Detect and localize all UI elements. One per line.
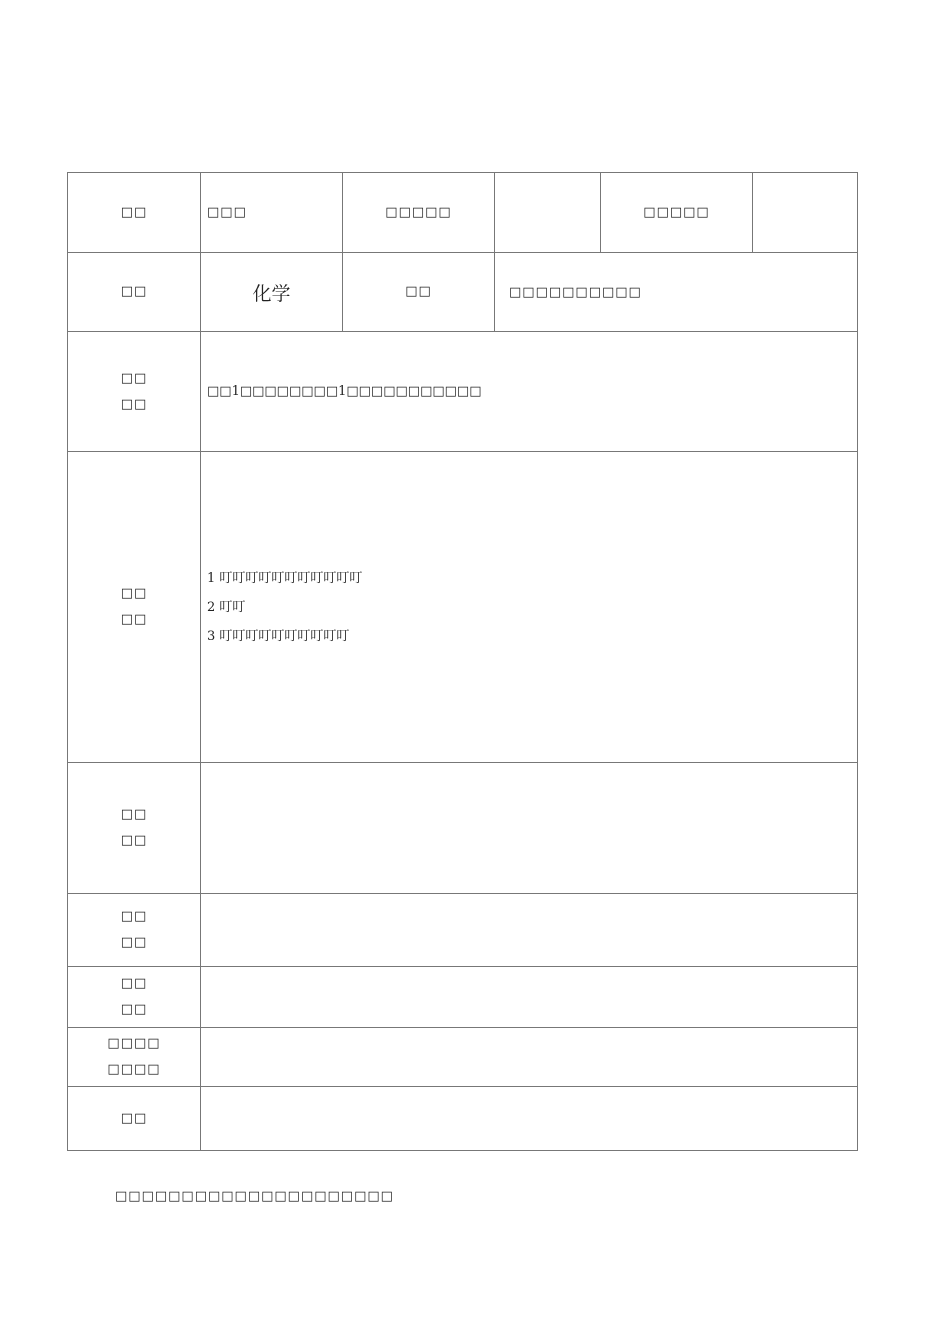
goal-item: 1 叮叮叮叮叮叮叮叮叮叮叮 xyxy=(207,570,363,586)
row9-text xyxy=(201,1087,858,1151)
header-row-1 xyxy=(68,173,858,253)
row9-label: □□ xyxy=(68,1087,201,1151)
value-b xyxy=(495,173,601,253)
row8-text xyxy=(201,1028,858,1087)
footer-note: □□□□□□□□□□□□□□□□□□□□□ xyxy=(115,1189,394,1204)
row5-text xyxy=(201,763,858,894)
label-c: □□□□□ xyxy=(601,173,753,253)
goals-row xyxy=(68,452,858,763)
row6-label: □□ □□ xyxy=(68,894,201,967)
topic-value: □□□□□□□□□□ xyxy=(495,253,858,332)
content-text: □□1□□□□□□□□1□□□□□□□□□□□ xyxy=(201,332,858,452)
row8-label: □□□□ □□□□ xyxy=(68,1028,201,1087)
label-a: □□ xyxy=(68,173,201,253)
goals-label: □□ □□ xyxy=(68,452,201,763)
goal-item: 3 叮叮叮叮叮叮叮叮叮叮 xyxy=(207,628,350,644)
value-a: □□□ xyxy=(201,173,343,253)
topic-label: □□ xyxy=(343,253,495,332)
value-c xyxy=(753,173,858,253)
section-row-5 xyxy=(68,763,858,894)
row7-label: □□ □□ xyxy=(68,967,201,1028)
section-row-6 xyxy=(68,894,858,967)
lesson-plan-table xyxy=(67,172,858,1151)
goals-list xyxy=(201,452,858,763)
content-label: □□ □□ xyxy=(68,332,201,452)
section-row-9 xyxy=(68,1087,858,1151)
label-b: □□□□□ xyxy=(343,173,495,253)
content-row xyxy=(68,332,858,452)
section-row-7 xyxy=(68,967,858,1028)
header-row-2 xyxy=(68,253,858,332)
section-row-8 xyxy=(68,1028,858,1087)
row7-text xyxy=(201,967,858,1028)
subject-label: □□ xyxy=(68,253,201,332)
goal-item: 2 叮叮 xyxy=(207,599,246,615)
row5-label: □□ □□ xyxy=(68,763,201,894)
row6-text xyxy=(201,894,858,967)
subject-value: 化学 xyxy=(201,253,343,332)
